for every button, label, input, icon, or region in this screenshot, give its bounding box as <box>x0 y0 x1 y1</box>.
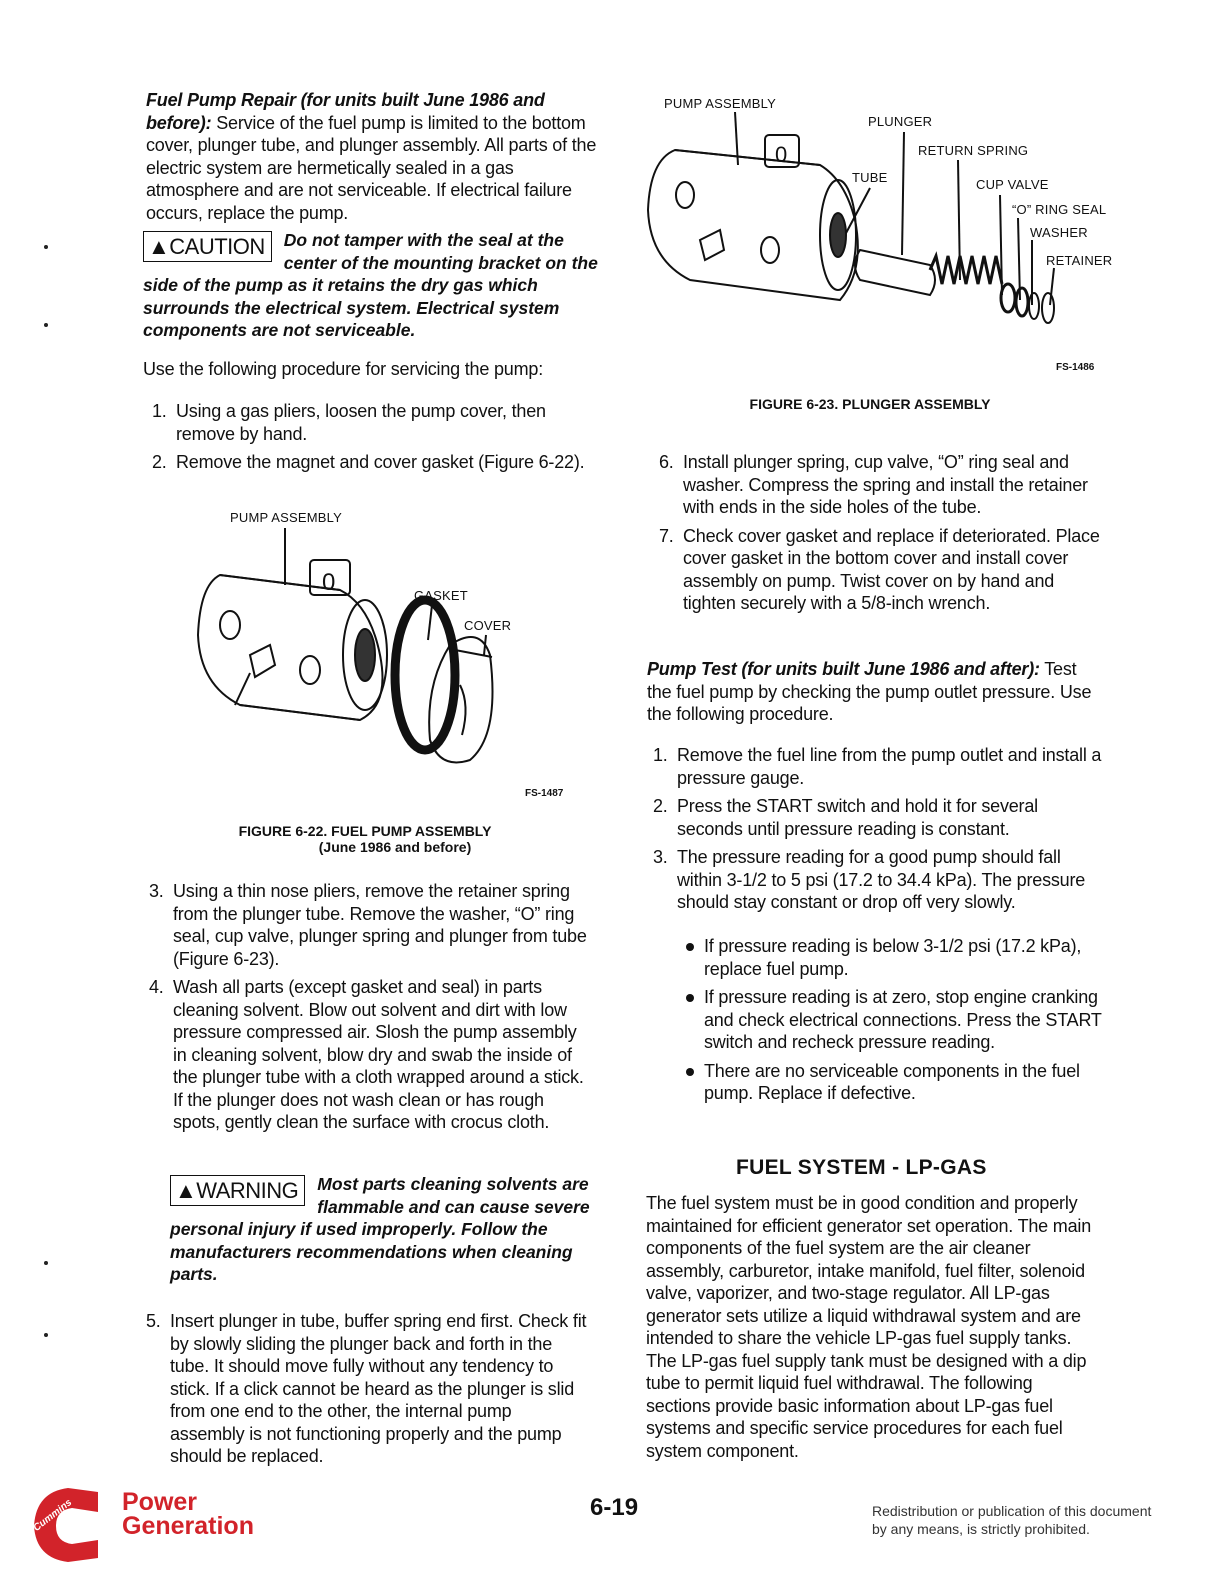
intro-lead: Fuel Pump Repair (for units built June 1986 and before): <box>146 90 545 133</box>
brand-line1: Power <box>122 1488 198 1516</box>
intro-paragraph <box>146 89 602 224</box>
warning-text: Most parts cleaning solvents are flammable and can cause severe personal injury if used improperly. Follow the manufacturers recommendations when cleaning parts. <box>170 1174 590 1284</box>
step-item <box>143 880 593 970</box>
fig22-id: FS-1487 <box>525 788 564 799</box>
step-number: 7. <box>659 525 674 546</box>
step-item <box>653 525 1108 615</box>
step-item <box>653 451 1108 519</box>
pump-test-lead: Pump Test (for units built June 1986 and after): <box>647 659 1040 679</box>
warning-triangle-icon: ▲ <box>148 234 170 259</box>
pressure-bullets <box>678 935 1103 1111</box>
figure-6-23 <box>640 90 1120 380</box>
pump-test-paragraph <box>647 658 1105 726</box>
margin-mark <box>44 1261 48 1265</box>
step-item <box>143 976 593 1134</box>
step-item <box>647 795 1105 840</box>
fig23-caption: FIGURE 6-23. PLUNGER ASSEMBLY <box>749 396 991 412</box>
section-title: FUEL SYSTEM - LP-GAS <box>736 1156 987 1179</box>
step-item <box>647 744 1105 789</box>
steps-list-a <box>146 400 602 480</box>
margin-mark <box>44 1333 48 1337</box>
figure-6-22 <box>180 505 580 805</box>
step-text: Press the START switch and hold it for several seconds until pressure reading is constant. <box>677 796 1038 839</box>
step-text: Using a gas pliers, loosen the pump cover, then remove by hand. <box>176 401 546 444</box>
margin-mark <box>44 323 48 327</box>
step-number: 5. <box>146 1311 161 1331</box>
caution-callout <box>143 229 603 342</box>
plunger-assembly-drawing <box>640 90 1120 380</box>
step-number: 3. <box>653 847 668 867</box>
warning-callout <box>170 1173 590 1286</box>
fig22-caption-line2: (June 1986 and before) <box>318 839 472 855</box>
fig23-label-washer: WASHER <box>1030 225 1088 240</box>
step-text: Install plunger spring, cup valve, “O” ring seal and washer. Compress the spring and install the retainer with ends in the side holes of the tube. <box>683 452 1088 517</box>
fig22-label-gasket: GASKET <box>414 588 468 603</box>
cummins-logo <box>28 1482 112 1566</box>
step-number: 6. <box>659 452 674 472</box>
fig23-label-cup-valve: CUP VALVE <box>976 177 1049 192</box>
bullet-item: If pressure reading is below 3-1/2 psi (17.2 kPa), replace fuel pump. <box>678 935 1103 980</box>
step-text: Check cover gasket and replace if deteriorated. Place cover gasket in the bottom cover and install cover assembly on pump. Twist cover on by hand and tighten securely with a 5/8-inch wrench. <box>683 525 1100 613</box>
redistribution-notice <box>872 1502 1151 1538</box>
notice-line1: Redistribution or publication of this document <box>872 1503 1152 1519</box>
caution-label: ▲CAUTION <box>143 231 272 262</box>
fig22-label-cover: COVER <box>464 618 512 633</box>
step-text: Remove the fuel line from the pump outlet and install a pressure gauge. <box>677 745 1102 788</box>
fig22-label-pump-assembly: PUMP ASSEMBLY <box>230 510 342 525</box>
step-number: 3. <box>149 881 164 901</box>
fig22-caption <box>150 823 580 855</box>
fig23-label-o-ring-seal: “O” RING SEAL <box>1012 202 1107 217</box>
brand-line2: Generation <box>122 1512 254 1540</box>
step-number: 1. <box>653 745 668 765</box>
intro-text: Service of the fuel pump is limited to the bottom cover, plunger tube, and plunger assembly. All parts of the electric system are hermetically sealed in a gas atmosphere and are not serviceable. If electrical failure occurs, replace the pump. <box>146 112 597 223</box>
svg-text:0: 0 <box>322 569 336 596</box>
step-text: The pressure reading for a good pump should fall within 3-1/2 to 5 psi (17.2 to 34.4 kPa). The pressure should stay constant or drop off very slowly. <box>677 847 1086 912</box>
steps-list-c <box>140 1310 590 1474</box>
steps-list-right-b <box>647 744 1105 920</box>
fuel-pump-assembly-drawing <box>180 505 580 805</box>
margin-mark <box>44 245 48 249</box>
bullet-item: If pressure reading is at zero, stop engine cranking and check electrical connections. Press the START switch and recheck pressure reading. <box>678 986 1103 1054</box>
brand-text <box>122 1490 254 1538</box>
step-text: Insert plunger in tube, buffer spring end first. Check fit by slowly sliding the plunger back and forth in the tube. It should move fully without any tendency to stick. If a click cannot be heard as the plunger is slid from one end to the other, the internal pump assembly is not functioning properly and the pump should be replaced. <box>170 1311 587 1466</box>
step-number: 1. <box>152 401 167 421</box>
step-number: 2. <box>653 796 668 816</box>
step-text: Remove the magnet and cover gasket (Figure 6-22). <box>176 452 585 472</box>
page-number: 6-19 <box>590 1494 639 1521</box>
step-text: Using a thin nose pliers, remove the retainer spring from the plunger tube. Remove the washer, “O” ring seal, cup valve, plunger spring and plunger from tube (Figure 6-23). <box>173 881 587 969</box>
svg-text:0: 0 <box>775 142 788 167</box>
caution-text: Do not tamper with the seal at the center of the mounting bracket on the side of the pump as it retains the dry gas which surrounds the electrical system. Electrical system components are not serviceable. <box>143 230 598 340</box>
step-item <box>140 1310 590 1468</box>
steps-list-b <box>143 880 593 1140</box>
fig23-id: FS-1486 <box>1056 362 1095 373</box>
steps-list-right-a <box>653 451 1108 621</box>
fig23-label-retainer: RETAINER <box>1046 253 1113 268</box>
fig23-label-plunger: PLUNGER <box>868 114 933 129</box>
step-item <box>146 451 602 474</box>
step-item <box>647 846 1105 914</box>
fig23-label-tube: TUBE <box>852 170 888 185</box>
section-paragraph: The fuel system must be in good condition and properly maintained for efficient generator set operation. The main components of the fuel system are the air cleaner assembly, carburetor, intake manifold, fuel filter, solenoid valve, vaporizer, and two-stage regulator. All LP-gas generator sets utilize a liquid withdrawal system and are intended to share the vehicle LP-gas fuel supply tanks. The LP-gas fuel supply tank must be designed with a dip tube to permit liquid fuel withdrawal. The following sections provide basic information about LP-gas fuel systems and specific service procedures for each fuel system component. <box>646 1193 1092 1461</box>
step-number: 4. <box>149 977 164 997</box>
fig23-label-return-spring: RETURN SPRING <box>918 143 1029 158</box>
warning-triangle-icon: ▲ <box>175 1178 197 1203</box>
cummins-wordmark: Cummins <box>31 1497 75 1534</box>
fig23-label-pump-assembly: PUMP ASSEMBLY <box>664 96 776 111</box>
bullet-item: There are no serviceable components in the fuel pump. Replace if defective. <box>678 1060 1103 1105</box>
step-text: Wash all parts (except gasket and seal) in parts cleaning solvent. Blow out solvent and dirt with low pressure compressed air. Slosh the pump assembly in cleaning solvent, blow dry and swab the inside of the plunger tube with a cloth wrapped around a stick. If the plunger does not wash clean or has rough spots, gently clean the surface with crocus cloth. <box>173 977 584 1132</box>
step-number: 2. <box>152 452 167 472</box>
step-item <box>146 400 602 445</box>
warning-label: ▲WARNING <box>170 1175 305 1206</box>
procedure-intro: Use the following procedure for servicing the pump: <box>143 359 544 379</box>
notice-line2: by any means, is strictly prohibited. <box>872 1521 1090 1537</box>
pump-test-text: Test the fuel pump by checking the pump outlet pressure. Use the following procedure. <box>647 659 1092 724</box>
fig22-caption-line1: FIGURE 6-22. FUEL PUMP ASSEMBLY <box>238 823 492 839</box>
